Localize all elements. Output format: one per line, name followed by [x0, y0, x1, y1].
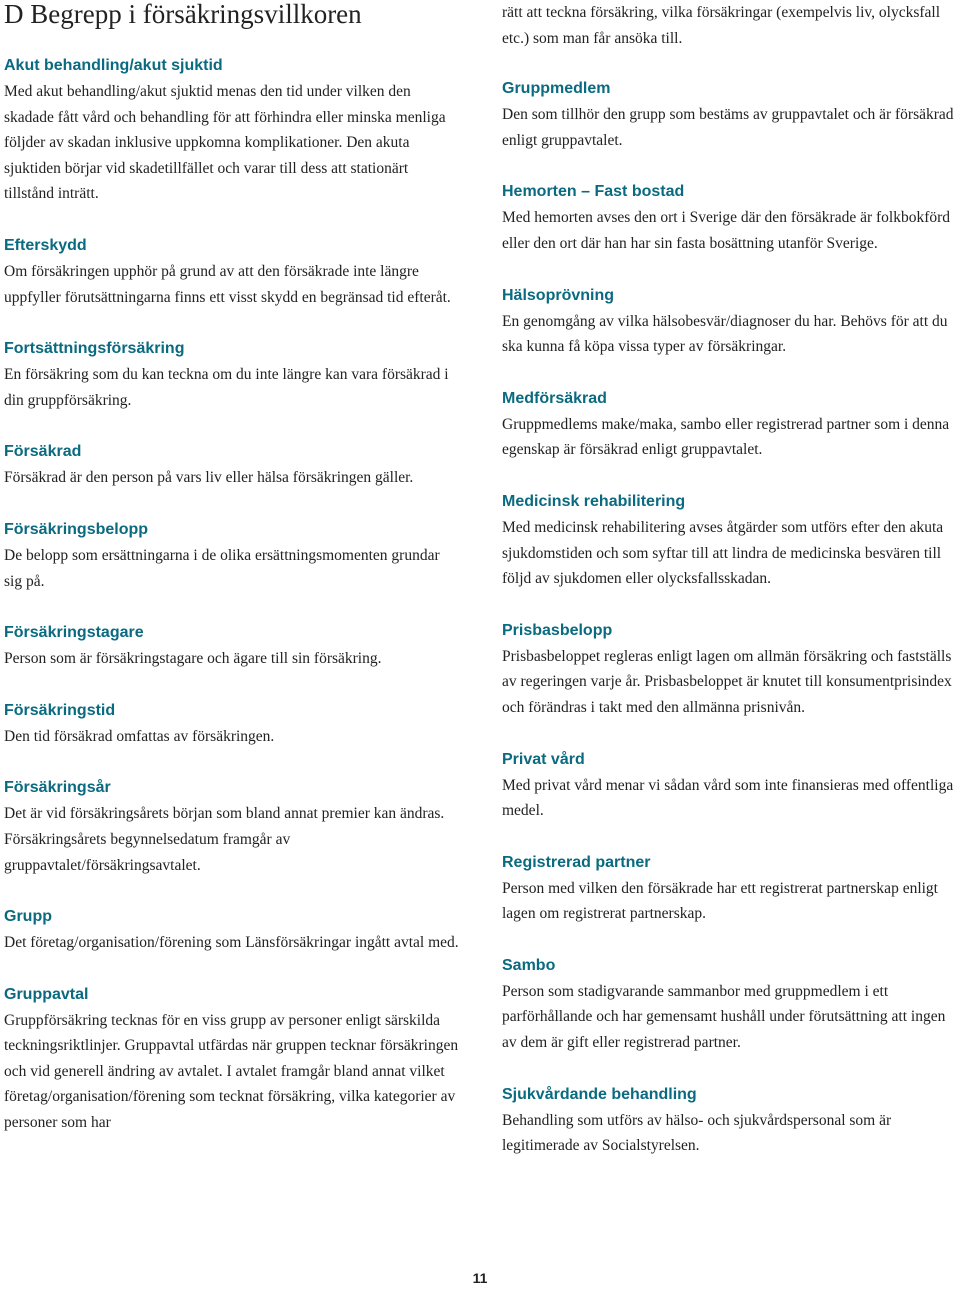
term-definition: Det företag/organisation/förening som Länsförsäkringar ingått avtal med.: [4, 934, 459, 952]
glossary-entry: [4, 982, 460, 1136]
term-heading: Hälsoprövning: [502, 286, 615, 304]
term-heading: Medförsäkrad: [502, 389, 607, 407]
term-heading: Sjukvårdande behandling: [502, 1085, 697, 1103]
term-definition: Det är vid försäkringsårets början som bland annat premier kan ändras. Försäkringsårets begynnelsedatum framgår av gruppavtalet/försäkringsavtalet.: [4, 805, 445, 874]
term-definition: Behandling som utförs av hälso- och sjukvårdspersonal som är legitimerade av Socialstyrelsen.: [502, 1111, 892, 1155]
term-definition: De belopp som ersättningarna i de olika ersättningsmomenten grundar sig på.: [4, 546, 440, 590]
page-number: 11: [472, 1270, 488, 1286]
term-heading: Gruppmedlem: [502, 80, 611, 98]
glossary-entry: [4, 775, 460, 878]
glossary-entry: [4, 517, 460, 594]
term-heading: Gruppavtal: [4, 985, 89, 1003]
term-heading: Fortsättningsförsäkring: [4, 340, 185, 358]
page-title: D Begrepp i försäkringsvillkoren: [4, 0, 362, 29]
glossary-entry: [4, 53, 460, 207]
term-heading: Registrerad partner: [502, 853, 651, 871]
term-definition: Försäkrad är den person på vars liv eller hälsa försäkringen gäller.: [4, 469, 414, 487]
glossary-entry: [502, 386, 958, 463]
glossary-entry: [4, 620, 460, 672]
term-heading: Privat vård: [502, 750, 585, 768]
term-heading: Försäkringsår: [4, 779, 111, 797]
term-heading: Försäkrad: [4, 443, 82, 461]
glossary-entry: [502, 850, 958, 927]
term-definition: Person med vilken den försäkrade har ett registrerat partnerskap enligt lagen om registrerat partnerskap.: [502, 879, 938, 923]
term-definition: Med privat vård menar vi sådan vård som inte finansieras med offentliga medel.: [502, 776, 954, 820]
term-definition: Person som stadigvarande sammanbor med gruppmedlem i ett parförhållande och har gemensamt hushåll under förutsättning att ingen av dem är gift eller registrerad partner.: [502, 982, 946, 1052]
continued-definition: rätt att teckna försäkring, vilka försäkringar (exempelvis liv, olycksfall etc.) som man får ansöka till.: [502, 4, 941, 47]
glossary-entry: [502, 953, 958, 1056]
term-definition: Om försäkringen upphör på grund av att den försäkrade inte längre uppfyller förutsättningarna finns ett visst skydd en begränsad tid efteråt.: [4, 262, 451, 306]
term-definition: Den tid försäkrad omfattas av försäkringen.: [4, 727, 275, 745]
glossary-entry: [502, 618, 958, 721]
term-heading: Grupp: [4, 908, 52, 926]
term-heading: Sambo: [502, 956, 556, 974]
left-column: [4, 53, 460, 1162]
term-definition: Gruppförsäkring tecknas för en viss grupp av personer enligt särskilda teckningsriktlinjer. Gruppavtal utfärdas när gruppen tecknar försäkringen och vid generell ändring av avtalet. I avtalet framgår bland annat vilket företag/organisation/förening som tecknat försäkring, vilka kategorier av personer som har: [4, 1011, 459, 1132]
glossary-entry: [4, 439, 460, 491]
term-definition: En försäkring som du kan teckna om du inte längre kan vara försäkrad i din gruppförsäkring.: [4, 366, 449, 409]
term-definition: Person som är försäkringstagare och ägare till sin försäkring.: [4, 650, 382, 668]
glossary-entry: [502, 283, 958, 360]
term-heading: Efterskydd: [4, 236, 87, 254]
glossary-entry: [502, 489, 958, 592]
glossary-entry: [4, 904, 460, 956]
glossary-entry: [502, 76, 958, 153]
term-heading: Akut behandling/akut sjuktid: [4, 57, 223, 74]
term-heading: Medicinsk rehabilitering: [502, 492, 686, 510]
glossary-entry: [502, 179, 958, 256]
term-heading: Försäkringstid: [4, 701, 116, 719]
glossary-entry: [502, 1082, 958, 1159]
term-definition: Prisbasbeloppet regleras enligt lagen om allmän försäkring och fastställs av regeringen varje år. Prisbasbeloppet är knutet till konsumentprisindex och förändras i takt med den allmänna prisnivån.: [502, 647, 952, 716]
term-definition: Med hemorten avses den ort i Sverige där den försäkrade är folkbokförd eller den ort där han har sin fasta bosättning utanför Sverige.: [502, 209, 951, 252]
term-heading: Försäkringsbelopp: [4, 520, 149, 538]
term-definition: Den som tillhör den grupp som bestäms av gruppavtalet och är försäkrad enligt gruppavtalet.: [502, 106, 954, 149]
right-column: [502, 0, 958, 1185]
term-definition: Med medicinsk rehabilitering avses åtgärder som utförs efter den akuta sjukdomstiden och som syftar till att lindra de medicinska besvären till följd av sjukdomen eller olycksfallsskadan.: [502, 518, 944, 588]
term-heading: Försäkringstagare: [4, 624, 144, 642]
glossary-entry: [502, 747, 958, 824]
term-heading: Hemorten – Fast bostad: [502, 183, 685, 201]
term-definition: En genomgång av vilka hälsobesvär/diagnoser du har. Behövs för att du ska kunna få köpa vissa typer av försäkringar.: [502, 312, 948, 356]
term-heading: Prisbasbelopp: [502, 621, 613, 639]
glossary-entry: [4, 233, 460, 310]
glossary-entry: [4, 336, 460, 413]
term-definition: Med akut behandling/akut sjuktid menas den tid under vilken den skadade fått vård och behandling för att förhindra eller minska menliga följder av skadan inklusive uppkomna komplikationer. Den akuta sjuktiden börjar vid skadetillfället och varar till dess att stationärt tillstånd inträtt.: [4, 83, 446, 203]
glossary-entry: [4, 698, 460, 750]
term-definition: Gruppmedlems make/maka, sambo eller registrerad partner som i denna egenskap är försäkrad enligt gruppavtalet.: [502, 415, 950, 459]
